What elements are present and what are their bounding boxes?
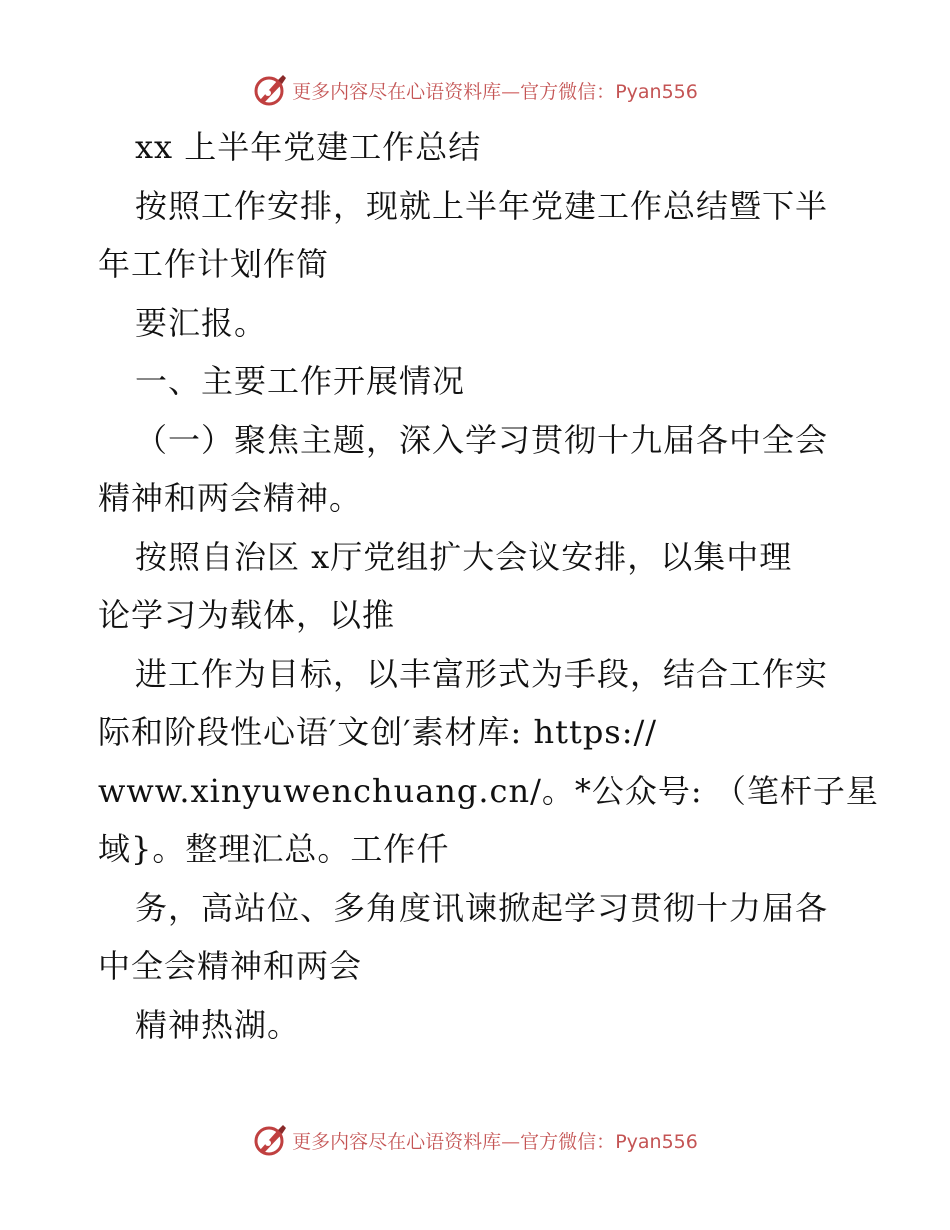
footer-banner-text (292, 1127, 698, 1154)
document-title: xx 上半年党建工作总结 (135, 128, 482, 166)
paragraph-line: 进工作为目标，以丰富形式为手段，结合工作实 (135, 654, 829, 693)
header-watermark-banner (0, 68, 950, 112)
paragraph-line: 精神和两会精神。 (98, 479, 363, 517)
paragraph-line: www.xinyuwenchuang.cn/。*公众号: （笔杆子星 (98, 771, 879, 810)
paragraph-line: 际和阶段性心语′文创′素材库: https:// (98, 713, 658, 751)
paragraph-line: 按照工作安排，现就上半年党建工作总结暨下半 (135, 186, 829, 225)
paragraph-line: 按照自治区 x厅党组扩大会议安排，以集中理 (135, 537, 793, 576)
paragraph-line: 中全会精神和两会 (98, 947, 363, 985)
banner-handle: Pyan556 (615, 80, 698, 103)
banner-brand: 更多内容尽在心语资料库 (292, 1130, 502, 1153)
header-banner-text (292, 77, 698, 104)
banner-brand: 更多内容尽在心语资料库 (292, 80, 502, 103)
paragraph-line: 论学习为载体，以推 (98, 596, 396, 634)
banner-official-label: 官方微信： (520, 80, 616, 103)
paragraph-line: 要汇报。 (135, 303, 268, 342)
paragraph-line: 务，高站位、多角度讯谏掀起学习贯彻十力届各 (135, 888, 829, 927)
banner-dash: — (501, 80, 521, 103)
pen-logo-icon (252, 1122, 288, 1158)
banner-handle: Pyan556 (615, 1130, 698, 1153)
document-body (98, 118, 879, 1054)
footer-watermark-banner (0, 1118, 950, 1162)
paragraph-line: 精神热湖。 (135, 1005, 301, 1044)
banner-official-label: 官方微信： (520, 1130, 616, 1153)
paragraph-line: 域}。整理汇总。工作仟 (98, 830, 450, 868)
paragraph-line: 年工作计划作简 (98, 245, 330, 283)
subsection-heading: （一）聚焦主题，深入学习贯彻十九届各中全会 (135, 420, 829, 459)
pen-logo-icon (252, 72, 288, 108)
banner-dash: — (501, 1130, 521, 1153)
section-heading: 一、主要工作开展情况 (135, 362, 466, 400)
